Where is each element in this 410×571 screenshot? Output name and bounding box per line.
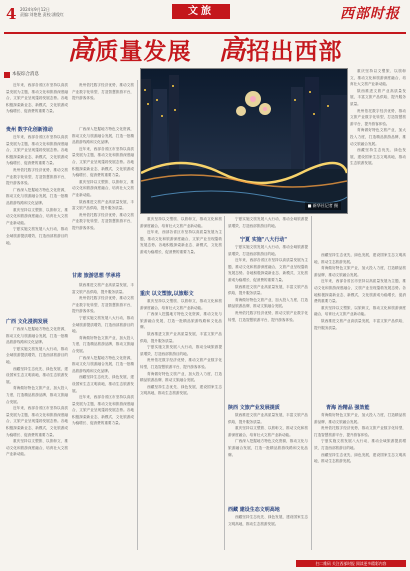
article-column: 近年来，西部各省区市坚持以高质量发展为主题，推动文化和旅游深度融合，文旅产业呈现蓬勃发展态势。各地积极探索新业态、新模式，文化旅游成为稳增长、促消费的重要力量。 贵州依托数字经济优势，推动文旅产业数字化转型，打造智慧旅游平台，提升游客体验。 广西深入挖掘地方特色文化资源，推动文化与旅游融合发展，打造一批精品旅游线路和文化品牌。 重庆坚持以文塑旅、以旅彰文，推动文化和旅游深度融合，培育壮大文旅产业新动能。 宁夏实施文旅发展八大行动，推动全域旅游提质增效，打造西部旅游目的地。 [6,135,68,245]
masthead: 西部时报 [340,6,400,22]
kicker: 本报综合消息 [12,72,39,77]
article-column: 广西深入挖掘地方特色文化资源，推动文化与旅游融合发展，打造一批精品旅游线路和文化品牌。 宁夏实施文旅发展八大行动，推动全域旅游提质增效，打造西部旅游目的地。 西藏坚持生态优先、绿色发展，建设国家生态文明高地，推动生态旅游发展。 青海做好特色文旅产业，加大投入力度，打造精品旅游品牌，推动文旅融合发展。 近年来，西部各省区市坚持以高质量发展为主题，推动文化和旅游深度融合，文旅产业呈现蓬勃发展态势。各地积极探索新业态、新模式，文化旅游成为稳增长、促消费的重要力量。 重庆坚持以文塑旅、以旅彰文，推动文化和旅游深度融合，培育壮大文旅产业新动能。 [6,327,68,457]
night-city-illustration [141,69,347,213]
editor-credits: 责编:刘艳艳 责校:潘俊红 [20,12,64,17]
kicker-marker [4,72,10,78]
article-column: 青海做好特色文旅产业，加大投入力度，打造精品旅游品牌，推动文旅融合发展。 贵州依托数字经济优势，推动文旅产业数字化转型，打造智慧旅游平台，提升游客体验。 宁夏实施文旅发展八大行动，推动全域旅游提质增效，打造西部旅游目的地。 西藏坚持生态优先、绿色发展，建设国家生态文明高地，推动生态旅游发展。 [314,413,406,464]
article-column: 宁夏实施文旅发展八大行动，推动全域旅游提质增效，打造西部旅游目的地。 [228,217,308,228]
header-rule [4,32,406,34]
column-divider [224,216,225,550]
subhead-chongqing: 重庆 以文塑旅,以旅彰文 [140,291,194,297]
headline-mark-2: 高 [218,35,247,66]
article-column: 陕西推进文旅产业高质量发展，丰富文旅产品供给，提升服务质量。 贵州依托数字经济优势，推动文旅产业数字化转型，打造智慧旅游平台，提升游客体验。 宁夏实施文旅发展八大行动，推动全域旅游提质增效，打造西部旅游目的地。 青海做好特色文旅产业，加大投入力度，打造精品旅游品牌，推动文旅融合发展。 广西深入挖掘地方特色文化资源，推动文化与旅游融合发展，打造一批精品旅游线路和文化品牌。 西藏坚持生态优先、绿色发展，建设国家生态文明高地，推动生态旅游发展。 近年来，西部各省区市坚持以高质量发展为主题，推动文化和旅游深度融合，文旅产业呈现蓬勃发展态势。各地积极探索新业态、新模式，文化旅游成为稳增长、促消费的重要力量。 [72,283,134,426]
photo-caption: ■ 新华社记者 摄 [305,202,341,210]
page-footer [4,559,406,567]
article-column: 贵州依托数字经济优势，推动文旅产业数字化转型，打造智慧旅游平台，提升游客体验。 [72,83,134,101]
subhead-guangxi: 广西 文化浸润发展 [6,319,48,325]
subhead-shaanxi: 陕西 文旅产业发展提质 [228,405,280,411]
column-divider [137,80,138,550]
subhead-ningxia: 宁夏 实施"八大行动" [240,237,287,243]
page-number: 4 [6,5,17,23]
article-column: 陕西推进文旅产业高质量发展，丰富文旅产品供给，提升服务质量。 重庆坚持以文塑旅、以旅彰文，推动文化和旅游深度融合，培育壮大文旅产业新动能。 广西深入挖掘地方特色文化资源，推动文化与旅游融合发展，打造一批精品旅游线路和文化品牌。 [228,413,308,457]
date-line [20,7,64,17]
article-column: 西藏坚持生态优先、绿色发展，建设国家生态文明高地，推动生态旅游发展。 青海做好特色文旅产业，加大投入力度，打造精品旅游品牌，推动文旅融合发展。 近年来，西部各省区市坚持以高质量发展为主题，推动文化和旅游深度融合，文旅产业呈现蓬勃发展态势。各地积极探索新业态、新模式，文化旅游成为稳增长、促消费的重要力量。 重庆坚持以文塑旅、以旅彰文，推动文化和旅游深度融合，培育壮大文旅产业新动能。 陕西推进文旅产业高质量发展，丰富文旅产品供给，提升服务质量。 [314,253,406,330]
publish-date: 2024年9月12日 [20,7,50,12]
footer-ad: 扫二维码 关注西部时报 阅读更多精彩内容 [296,560,406,567]
headline-mark-1: 高 [67,35,96,66]
subhead-xizang: 西藏 建设生态文明高地 [228,507,280,513]
headline [4,36,406,66]
headline-part-1: 质量发展 [95,39,192,65]
subhead-qinghai: 青海 治精品 强效能 [326,405,370,411]
lead-photo [140,68,348,214]
article-column: 广西深入挖掘地方特色文化资源，推动文化与旅游融合发展，打造一批精品旅游线路和文化品牌。 近年来，西部各省区市坚持以高质量发展为主题，推动文化和旅游深度融合，文旅产业呈现蓬勃发展态势。各地积极探索新业态、新模式，文化旅游成为稳增长、促消费的重要力量。 重庆坚持以文塑旅、以旅彰文，推动文化和旅游深度融合，培育壮大文旅产业新动能。 陕西推进文旅产业高质量发展，丰富文旅产品供给，提升服务质量。 贵州依托数字经济优势，推动文旅产业数字化转型，打造智慧旅游平台，提升游客体验。 [72,127,134,230]
headline-part-2: 招出西部 [246,39,343,65]
subhead-gansu: 甘肃 旅游思想 学承将 [72,273,121,279]
article-column: 西藏坚持生态优先、绿色发展，建设国家生态文明高地，推动生态旅游发展。 [228,515,308,526]
page-header [4,4,406,32]
article-column: 近年来，西部各省区市坚持以高质量发展为主题，推动文化和旅游深度融合，文旅产业呈现蓬勃发展态势。各地积极探索新业态、新模式，文化旅游成为稳增长、促消费的重要力量。 [6,83,68,114]
subhead-guizhou: 贵州 数字化创新推动 [6,127,53,133]
article-column: 重庆坚持以文塑旅、以旅彰文，推动文化和旅游深度融合，培育壮大文旅产业新动能。 近年来，西部各省区市坚持以高质量发展为主题，推动文化和旅游深度融合，文旅产业呈现蓬勃发展态势。各地积极探索新业态、新模式，文化旅游成为稳增长、促消费的重要力量。 [140,217,222,254]
column-divider [311,216,312,550]
article-column: 重庆坚持以文塑旅、以旅彰文，推动文化和旅游深度融合，培育壮大文旅产业新动能。 陕西推进文旅产业高质量发展，丰富文旅产品供给，提升服务质量。 贵州依托数字经济优势，推动文旅产业数字化转型，打造智慧旅游平台，提升游客体验。 青海做好特色文旅产业，加大投入力度，打造精品旅游品牌，推动文旅融合发展。 西藏坚持生态优先、绿色发展，建设国家生态文明高地，推动生态旅游发展。 [350,69,406,166]
section-tag: 文旅 [172,4,230,19]
article-column: 宁夏实施文旅发展八大行动，推动全域旅游提质增效，打造西部旅游目的地。 近年来，西部各省区市坚持以高质量发展为主题，推动文化和旅游深度融合，文旅产业呈现蓬勃发展态势。各地积极探索新业态、新模式，文化旅游成为稳增长、促消费的重要力量。 陕西推进文旅产业高质量发展，丰富文旅产品供给，提升服务质量。 青海做好特色文旅产业，加大投入力度，打造精品旅游品牌，推动文旅融合发展。 贵州依托数字经济优势，推动文旅产业数字化转型，打造智慧旅游平台，提升游客体验。 [228,245,308,322]
article-column: 重庆坚持以文塑旅、以旅彰文，推动文化和旅游深度融合，培育壮大文旅产业新动能。 广西深入挖掘地方特色文化资源，推动文化与旅游融合发展，打造一批精品旅游线路和文化品牌。 陕西推进文旅产业高质量发展，丰富文旅产品供给，提升服务质量。 宁夏实施文旅发展八大行动，推动全域旅游提质增效，打造西部旅游目的地。 贵州依托数字经济优势，推动文旅产业数字化转型，打造智慧旅游平台，提升游客体验。 青海做好特色文旅产业，加大投入力度，打造精品旅游品牌，推动文旅融合发展。 西藏坚持生态优先、绿色发展，建设国家生态文明高地，推动生态旅游发展。 [140,299,222,396]
